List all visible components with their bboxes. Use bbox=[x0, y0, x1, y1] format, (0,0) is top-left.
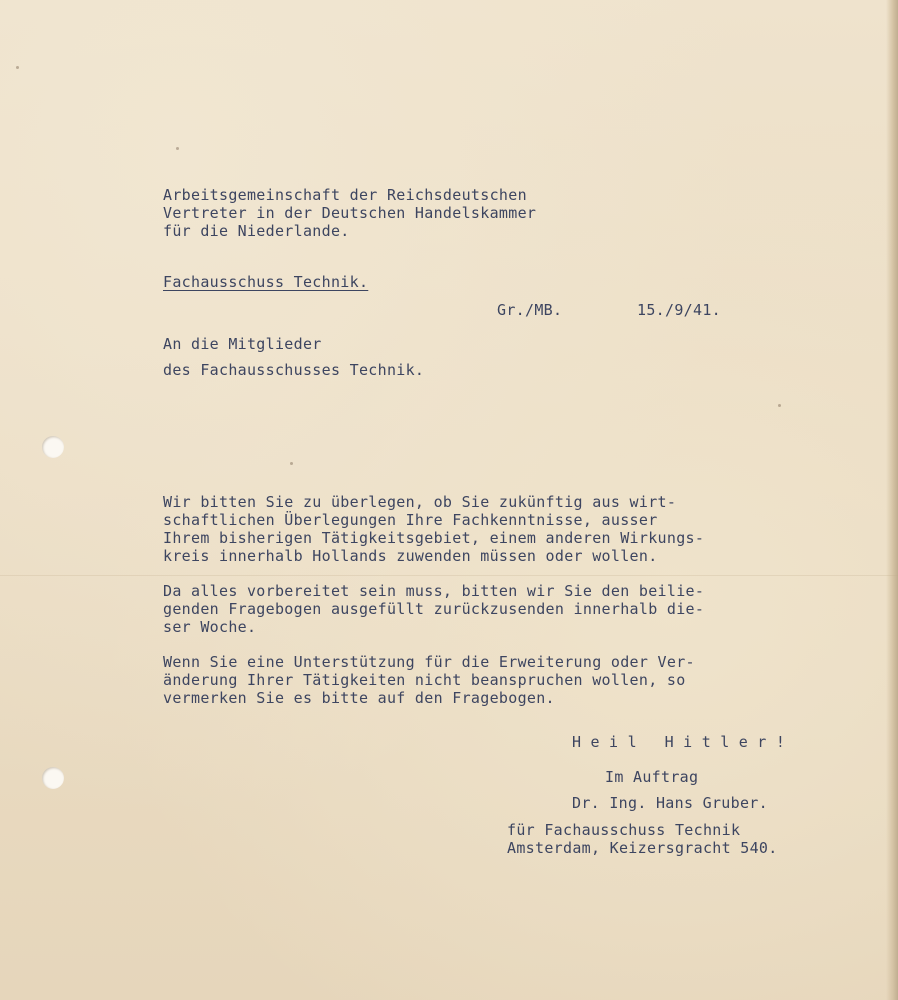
body-paragraph-2-line: genden Fragebogen ausgefüllt zurückzusenden innerhalb die- bbox=[163, 600, 705, 618]
recipient-line-1: An die Mitglieder bbox=[163, 335, 322, 353]
letterhead-line-2: Vertreter in der Deutschen Handelskammer bbox=[163, 204, 537, 222]
paper-speck bbox=[176, 147, 179, 150]
paper-edge bbox=[886, 0, 898, 1000]
punch-hole-bottom bbox=[42, 767, 64, 789]
letter-date: 15./9/41. bbox=[637, 301, 721, 319]
body-paragraph-1-line: Wir bitten Sie zu überlegen, ob Sie zukünftig aus wirt- bbox=[163, 493, 677, 511]
reference-code: Gr./MB. bbox=[497, 301, 563, 319]
recipient-line-2: des Fachausschusses Technik. bbox=[163, 361, 425, 379]
paper-speck bbox=[290, 462, 293, 465]
body-paragraph-1-line: kreis innerhalb Hollands zuwenden müssen oder wollen. bbox=[163, 547, 658, 565]
body-paragraph-3-line: vermerken Sie es bitte auf den Fragebogen. bbox=[163, 689, 555, 707]
body-paragraph-3-line: änderung Ihrer Tätigkeiten nicht beanspruchen wollen, so bbox=[163, 671, 686, 689]
body-paragraph-2-line: Da alles vorbereitet sein muss, bitten wir Sie den beilie- bbox=[163, 582, 705, 600]
closing-on-behalf: Im Auftrag bbox=[605, 768, 699, 786]
paper-speck bbox=[16, 66, 19, 69]
body-paragraph-1-line: schaftlichen Überlegungen Ihre Fachkenntnisse, ausser bbox=[163, 511, 658, 529]
closing-salutation: Heil Hitler! bbox=[572, 733, 795, 751]
signatory-organization: für Fachausschuss Technik bbox=[507, 821, 741, 839]
signatory-name: Dr. Ing. Hans Gruber. bbox=[572, 794, 768, 812]
body-paragraph-2-line: ser Woche. bbox=[163, 618, 257, 636]
body-paragraph-1-line: Ihrem bisherigen Tätigkeitsgebiet, einem anderen Wirkungs- bbox=[163, 529, 705, 547]
paper-fold-crease bbox=[0, 575, 898, 576]
punch-hole-top bbox=[42, 436, 64, 458]
department-heading: Fachausschuss Technik. bbox=[163, 273, 369, 291]
letterhead-line-3: für die Niederlande. bbox=[163, 222, 350, 240]
body-paragraph-3-line: Wenn Sie eine Unterstützung für die Erweiterung oder Ver- bbox=[163, 653, 695, 671]
paper-speck bbox=[778, 404, 781, 407]
letterhead-line-1: Arbeitsgemeinschaft der Reichsdeutschen bbox=[163, 186, 527, 204]
signatory-address: Amsterdam, Keizersgracht 540. bbox=[507, 839, 778, 857]
